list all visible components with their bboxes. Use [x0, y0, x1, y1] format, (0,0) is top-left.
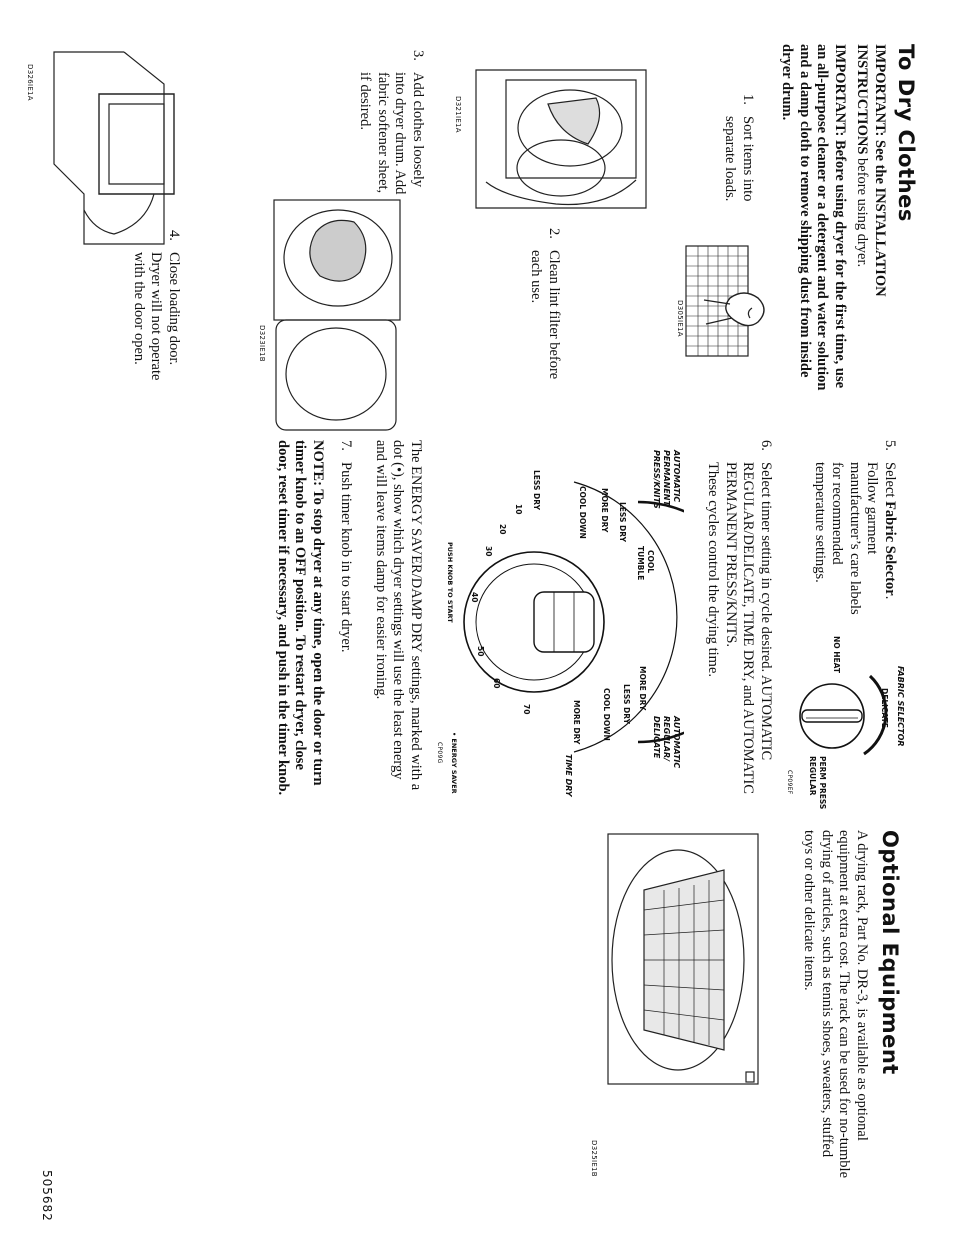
fabric-selector-term: Fabric Selector	[882, 501, 898, 596]
label-auto-reg-2: REGULAR/	[662, 716, 671, 762]
dial-label-regular: REGULAR	[808, 756, 817, 796]
step-5	[811, 440, 899, 630]
step-number: 3.	[410, 50, 426, 61]
dial-label-delicate: DELICATE	[880, 688, 889, 728]
label-more-dry-reg: MORE DRY	[638, 666, 647, 711]
tick-20: 20	[498, 524, 507, 535]
tick-60: 60	[492, 678, 501, 689]
label-less-dry-perm: LESS DRY	[618, 502, 627, 543]
fabric-selector-title: FABRIC SELECTOR	[896, 666, 905, 747]
tick-40: 40	[470, 592, 479, 603]
step-number: 5.	[882, 440, 898, 451]
step-text: Push timer knob in to start dryer.	[338, 462, 354, 653]
tick-10: 10	[514, 504, 523, 515]
step-text: Close loading door. Dryer will not operate with the door open.	[131, 252, 182, 381]
section-title-dry: To Dry Clothes	[894, 44, 918, 222]
caption-sort: D305IE1A	[676, 300, 684, 337]
important-install-rest: before using dryer.	[854, 154, 871, 268]
illustration-lint-filter	[466, 58, 656, 218]
step-number: 1.	[740, 94, 756, 105]
label-cool-down-reg: COOL DOWN	[602, 688, 611, 741]
tick-30: 30	[484, 546, 493, 557]
caption-drying-rack: D325IE1B	[590, 1140, 598, 1177]
caption-timer: CP09G	[436, 742, 443, 764]
fabric-selector-dial	[780, 636, 910, 826]
caption-fabric-selector: CP09EF	[786, 770, 793, 795]
label-time-dry: TIME DRY	[564, 754, 573, 797]
step-text: Select timer setting in cycle desired. AUTOMATIC REGULAR/DELICATE, TIME DRY, and AUTOMATIC PERMANENT PRESS/KNITS. These cycles control the drying time.	[705, 462, 774, 794]
step-text: Clean lint filter before each use.	[528, 250, 562, 380]
label-less-dry-reg: LESS DRY	[622, 684, 631, 725]
step-4	[130, 230, 183, 400]
step-1	[721, 94, 756, 234]
caption-add-clothes: D323IE1B	[258, 325, 266, 362]
illustration-add-clothes	[266, 196, 406, 436]
tick-70: 70	[522, 704, 531, 715]
caption-lint: D321IE1A	[454, 96, 462, 133]
label-energy-saver: • ENERGY SAVER	[450, 732, 458, 794]
label-more-dry-time: MORE DRY	[572, 700, 581, 745]
label-auto-perm-3: PRESS/KNITS	[652, 450, 661, 509]
label-more-dry-perm: MORE DRY	[600, 488, 609, 533]
step-7	[337, 440, 355, 800]
step-3	[356, 50, 426, 200]
label-auto-perm-2: PERMANENT	[662, 450, 671, 506]
label-push-to-start: PUSH KNOB TO START	[446, 542, 454, 623]
document-number: 505682	[40, 1170, 54, 1222]
tick-50: 50	[476, 646, 485, 657]
label-auto-reg-1: AUTOMATIC	[672, 716, 681, 769]
step-text: Add clothes loosely into dryer drum. Add fabric softener sheet, if desired.	[357, 72, 426, 195]
step-2	[527, 228, 562, 388]
section-title-optional: Optional Equipment	[878, 830, 902, 1075]
dial-label-no-heat: NO HEAT	[832, 636, 841, 674]
note-paragraph: NOTE: To stop dryer at any time, open the door or turn timer knob to an OFF position. To restart dryer, close door, reset timer if necessary, and push in the timer knob.	[275, 440, 326, 796]
step-text: Sort items into separate loads.	[722, 116, 756, 202]
step-number: 6.	[758, 440, 774, 451]
label-cool-tumble-1: COOL	[646, 550, 655, 574]
timer-dial	[434, 442, 684, 802]
label-less-dry-time: LESS DRY	[532, 470, 541, 511]
step-6	[704, 440, 774, 800]
dial-label-perm-press: PERM PRESS	[818, 756, 827, 810]
important-install-bold: IMPORTANT: See the INSTALLATION INSTRUCTIONS	[854, 44, 888, 297]
energy-saver-paragraph: The ENERGY SAVER/DAMP DRY settings, marked with a dot (•), show which dryer settings will use the least energy and will leave items damp for easier ironing.	[373, 440, 424, 791]
step-number: 4.	[166, 230, 182, 241]
important-cleaning: IMPORTANT: Before using dryer for the first time, use an all-purpose cleaner or a detergent and water solution and a damp cloth to remove shipping dust from inside dryer drum.	[779, 44, 848, 391]
important-install	[853, 44, 888, 404]
label-auto-reg-3: DELICATE	[652, 716, 661, 759]
label-auto-perm-1: AUTOMATIC	[672, 450, 681, 503]
caption-close-door: D326IE1A	[26, 64, 34, 101]
step-number: 7.	[338, 440, 354, 451]
step-number: 2.	[546, 228, 562, 239]
step-text: Select Fabric Selector. Follow garment manufacturer’s care labels for recommended temperature settings.	[812, 462, 898, 615]
illustration-drying-rack	[594, 830, 764, 1210]
label-cool-tumble-2: TUMBLE	[636, 546, 645, 581]
optional-paragraph: A drying rack, Part No. DR-3, is available as optional equipment at extra cost. The rack can be used for no-tumble drying of articles, such as tennis shoes, sweaters, stuffed toys or other delicate items.	[801, 830, 870, 1179]
label-cool-down-perm: COOL DOWN	[578, 486, 587, 539]
illustration-sort-clothes	[673, 238, 778, 368]
